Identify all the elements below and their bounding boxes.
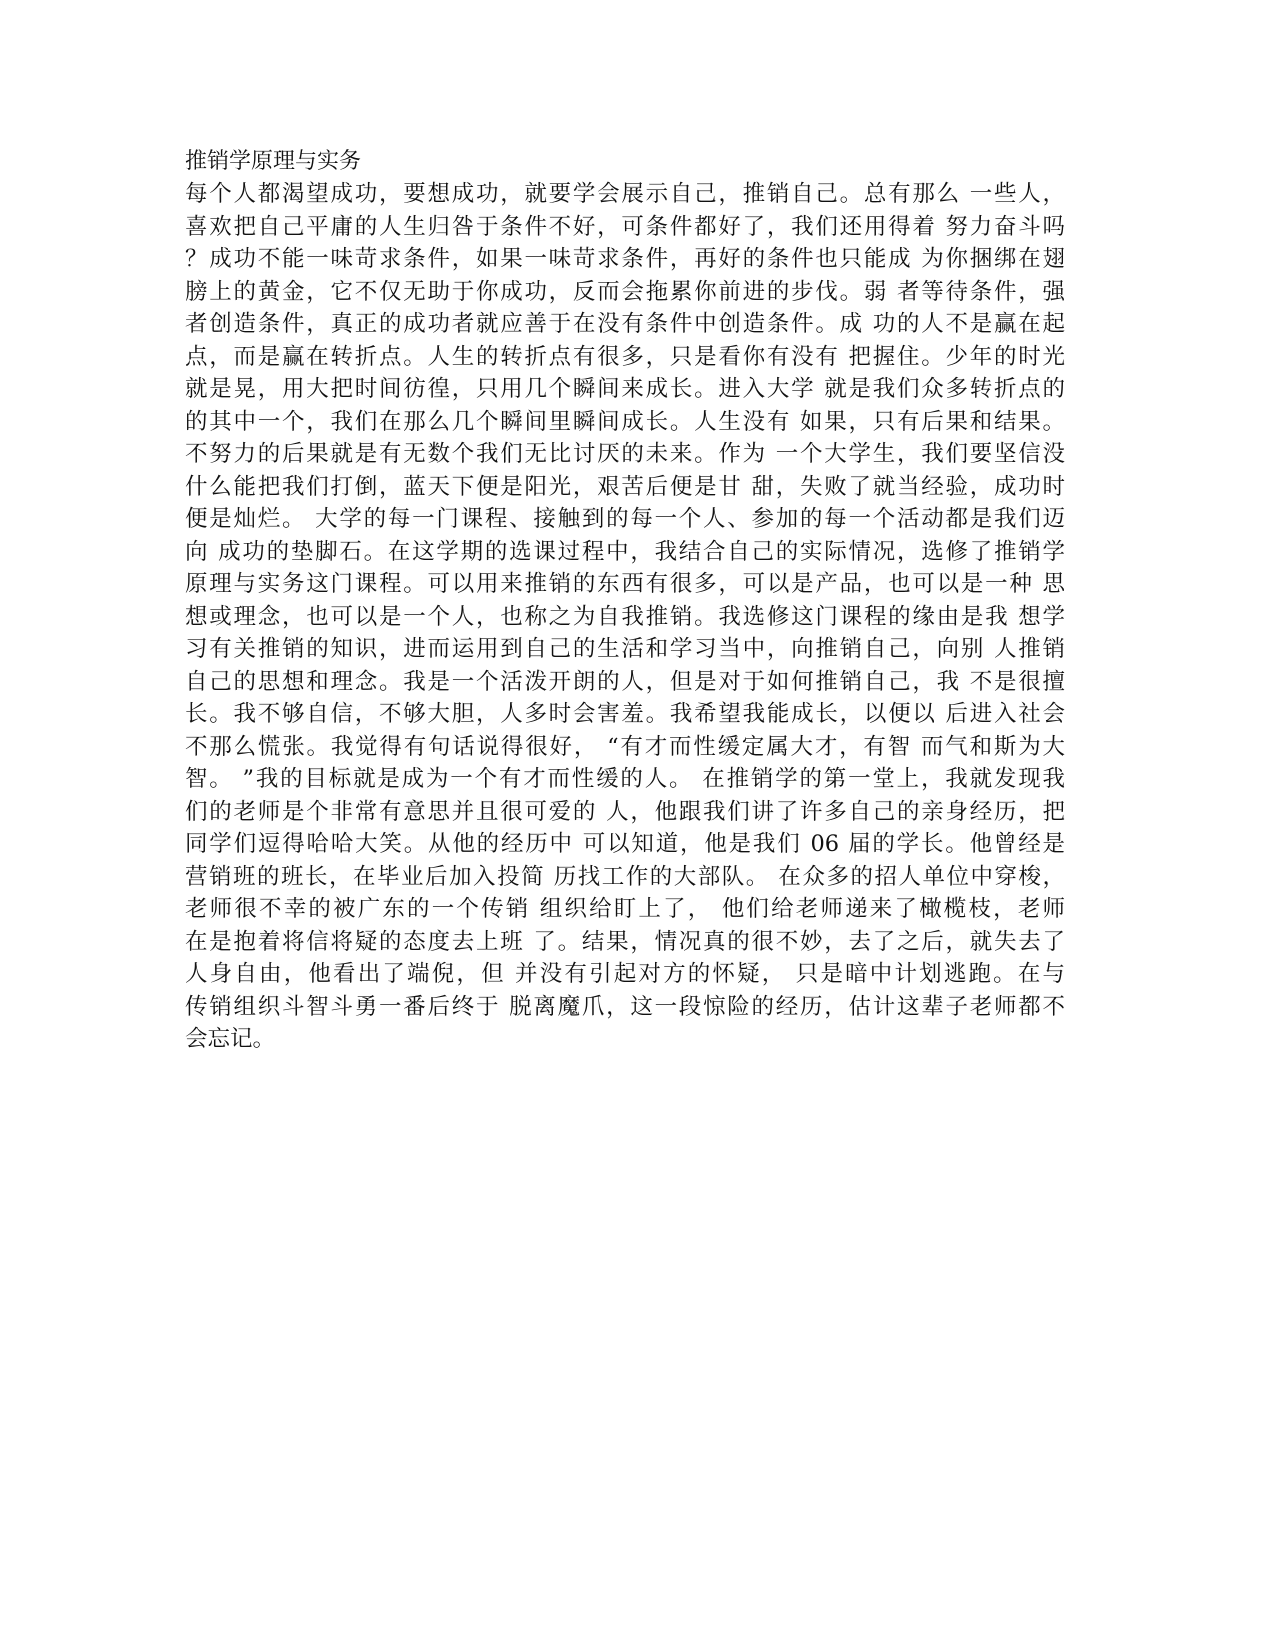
paragraph-line: 同学们逗得哈哈大笑。从他的经历中 可以知道，他是我们 06 届的学长。他曾经是 — [185, 831, 1065, 857]
paragraph-line: 习有关推销的知识，进而运用到自己的生活和学习当中，向推销自己，向别 人推销 — [185, 636, 1065, 662]
paragraph-line: 会忘记。 — [185, 1026, 276, 1052]
paragraph-line: 长。我不够自信，不够大胆，人多时会害羞。我希望我能成长，以便以 后进入社会 — [185, 701, 1065, 727]
paragraph-line: 向 成功的垫脚石。在这学期的选课过程中，我结合自己的实际情况，选修了推销学 — [185, 538, 1065, 565]
document-paragraph — [185, 178, 1065, 1056]
paragraph-line: 的其中一个，我们在那么几个瞬间里瞬间成长。人生没有 如果，只有后果和结果。 — [185, 408, 1065, 435]
paragraph-line: 什么能把我们打倒，蓝天下便是阳光，艰苦后便是甘 甜，失败了就当经验，成功时 — [185, 473, 1065, 500]
paragraph-line: 营销班的班长，在毕业后加入投简 历找工作的大部队。 在众多的招人单位中穿梭， — [185, 863, 1065, 890]
paragraph-line: 老师很不幸的被广东的一个传销 组织给盯上了， 他们给老师递来了橄榄枝，老师 — [185, 896, 1065, 922]
paragraph-line: 想或理念，也可以是一个人，也称之为自我推销。我选修这门课程的缘由是我 想学 — [185, 603, 1065, 630]
paragraph-line: 点，而是赢在转折点。人生的转折点有很多，只是看你有没有 把握住。少年的时光 — [185, 343, 1065, 370]
paragraph-line: 智。 ”我的目标就是成为一个有才而性缓的人。 在推销学的第一堂上，我就发现我 — [185, 766, 1065, 792]
paragraph-line: 膀上的黄金，它不仅无助于你成功，反而会拖累你前进的步伐。弱 者等待条件，强 — [185, 278, 1065, 305]
paragraph-line: 就是晃，用大把时间彷徨，只用几个瞬间来成长。进入大学 就是我们众多转折点的 — [185, 376, 1065, 402]
document-body — [185, 146, 1065, 1056]
paragraph-line: 便是灿烂。 大学的每一门课程、接触到的每一个人、参加的每一个活动都是我们迈 — [185, 506, 1065, 532]
paragraph-line: 人身自由，他看出了端倪，但 并没有引起对方的怀疑， 只是暗中计划逃跑。在与 — [185, 961, 1065, 987]
paragraph-line: 在是抱着将信将疑的态度去上班 了。结果，情况真的很不妙，去了之后，就失去了 — [185, 928, 1065, 955]
paragraph-line: 传销组织斗智斗勇一番后终于 脱离魔爪，这一段惊险的经历，估计这辈子老师都不 — [185, 993, 1065, 1020]
paragraph-line: 每个人都渴望成功，要想成功，就要学会展示自己，推销自己。总有那么 一些人， — [185, 181, 1065, 207]
paragraph-line: 原理与实务这门课程。可以用来推销的东西有很多，可以是产品，也可以是一种 思 — [185, 571, 1065, 597]
paragraph-line: 不那么慌张。我觉得有句话说得很好， “有才而性缓定属大才，有智 而气和斯为大 — [185, 733, 1065, 760]
paragraph-line: 不努力的后果就是有无数个我们无比讨厌的未来。作为 一个大学生，我们要坚信没 — [185, 441, 1065, 467]
paragraph-line: 自己的思想和理念。我是一个活泼开朗的人，但是对于如何推销自己，我 不是很擅 — [185, 668, 1065, 695]
paragraph-line: 们的老师是个非常有意思并且很可爱的 人，他跟我们讲了许多自己的亲身经历，把 — [185, 798, 1065, 825]
paragraph-line: 者创造条件，真正的成功者就应善于在没有条件中创造条件。成 功的人不是赢在起 — [185, 311, 1065, 337]
document-title: 推销学原理与实务 — [185, 149, 362, 174]
paragraph-line: 喜欢把自己平庸的人生归咎于条件不好，可条件都好了，我们还用得着 努力奋斗吗 — [185, 213, 1065, 240]
paragraph-line: ？成功不能一味苛求条件，如果一味苛求条件，再好的条件也只能成 为你捆绑在翅 — [185, 246, 1065, 272]
